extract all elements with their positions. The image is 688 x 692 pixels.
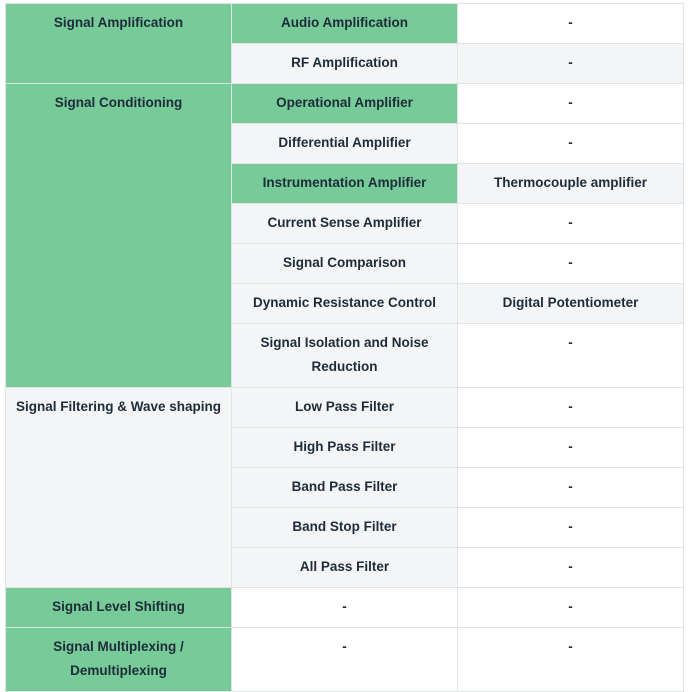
function-cell: Current Sense Amplifier	[232, 204, 458, 244]
function-cell: Signal Comparison	[232, 244, 458, 284]
example-cell: -	[458, 508, 684, 548]
category-cell: Signal Filtering & Wave shaping	[6, 388, 232, 588]
example-cell: -	[458, 324, 684, 388]
example-cell: Digital Potentiometer	[458, 284, 684, 324]
example-cell: -	[458, 468, 684, 508]
table-row	[6, 588, 684, 628]
function-cell: -	[232, 588, 458, 628]
table-row	[6, 388, 684, 428]
function-table	[5, 3, 684, 692]
function-cell: Dynamic Resistance Control	[232, 284, 458, 324]
example-cell: -	[458, 244, 684, 284]
function-cell: RF Amplification	[232, 44, 458, 84]
example-cell: -	[458, 4, 684, 44]
function-cell: Differential Amplifier	[232, 124, 458, 164]
function-cell: Instrumentation Amplifier	[232, 164, 458, 204]
function-cell: Operational Amplifier	[232, 84, 458, 124]
function-cell: Band Stop Filter	[232, 508, 458, 548]
example-cell: -	[458, 628, 684, 692]
example-cell: -	[458, 84, 684, 124]
function-cell: Audio Amplification	[232, 4, 458, 44]
function-cell: Band Pass Filter	[232, 468, 458, 508]
function-cell: High Pass Filter	[232, 428, 458, 468]
function-cell: Low Pass Filter	[232, 388, 458, 428]
table-row	[6, 4, 684, 44]
function-cell: Signal Isolation and Noise Reduction	[232, 324, 458, 388]
category-cell: Signal Level Shifting	[6, 588, 232, 628]
category-cell: Signal Conditioning	[6, 84, 232, 388]
table-row	[6, 628, 684, 692]
function-cell: All Pass Filter	[232, 548, 458, 588]
example-cell: -	[458, 44, 684, 84]
example-cell: Thermocouple amplifier	[458, 164, 684, 204]
table-row	[6, 84, 684, 124]
example-cell: -	[458, 388, 684, 428]
category-cell: Signal Multiplexing / Demultiplexing	[6, 628, 232, 692]
example-cell: -	[458, 428, 684, 468]
category-cell: Signal Amplification	[6, 4, 232, 84]
example-cell: -	[458, 588, 684, 628]
example-cell: -	[458, 548, 684, 588]
function-cell: -	[232, 628, 458, 692]
example-cell: -	[458, 204, 684, 244]
example-cell: -	[458, 124, 684, 164]
